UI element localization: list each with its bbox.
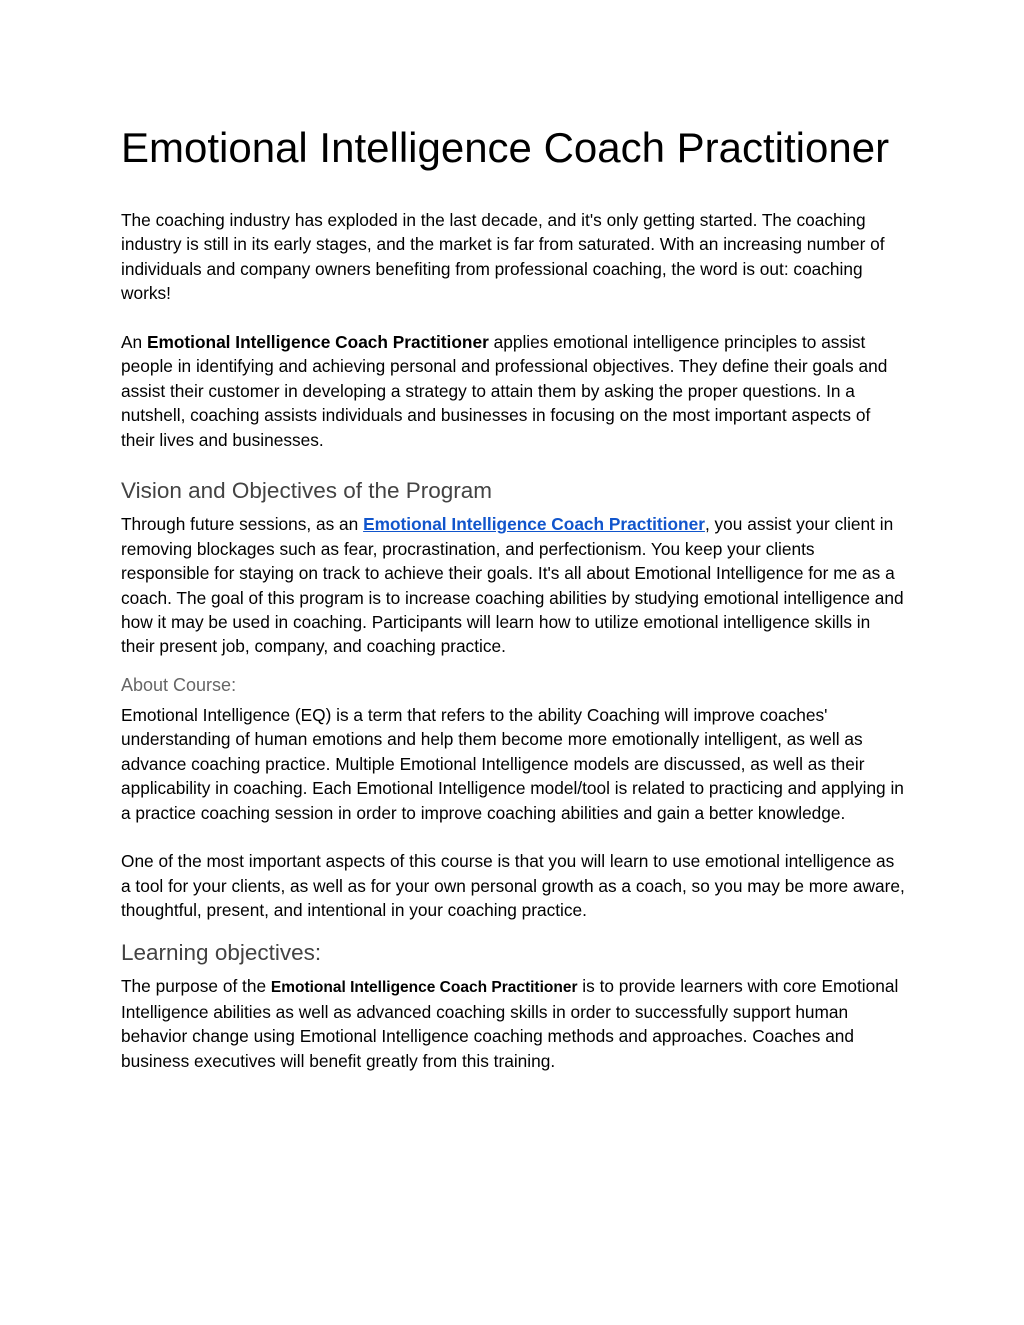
about-paragraph-1: Emotional Intelligence (EQ) is a term that refers to the ability Coaching will improve coaches' understanding of human emotions and help them become more emotionally intelligent, as well as advance coaching practice. Multiple Emotional Intelligence models are discussed, as well as their applicability in coaching. Each Emotional Intelligence model/tool is related to practicing and applying in a practice coaching session in order to improve coaching abilities and gain a better knowledge.: [121, 704, 904, 823]
practitioner-link[interactable]: Emotional Intelligence Coach Practitioner: [363, 514, 705, 535]
about-paragraph-2: One of the most important aspects of this course is that you will learn to use emotional intelligence as a tool for your clients, as well as for your own personal growth as a coach, so you may be more aware, thoughtful, present, and intentional in your coaching practice.: [121, 851, 905, 921]
definition-paragraph: [121, 330, 906, 452]
about-course-heading: About Course:: [121, 674, 237, 695]
definition-prefix: An: [121, 332, 147, 353]
learning-prefix: The purpose of the: [121, 975, 271, 996]
learning-paragraph: [121, 974, 906, 1074]
learning-text: is to provide learners with core Emotional Intelligence abilities as well as advanced coaching skills in order to successfully support human behavior change using Emotional Intelligence coaching methods and approaches. Coaches and business executives will benefit greatly from this training.: [121, 975, 899, 1071]
definition-text: applies emotional intelligence principles to assist people in identifying and achieving personal and professional objectives. They define their goals and assist their customer in developing a strategy to attain them by asking the proper questions. In a nutshell, coaching assists individuals and businesses in focusing on the most important aspects of their lives and businesses.: [121, 332, 888, 450]
vision-text: , you assist your client in removing blockages such as fear, procrastination, and perfectionism. You keep your clients responsible for staying on track to achieve their goals. It's all about Emotional Intelligence for me as a coach. The goal of this program is to increase coaching abilities by studying emotional intelligence and how it may be used in coaching. Participants will learn how to utilize emotional intelligence skills in their present job, company, and coaching practice.: [121, 514, 904, 657]
learning-objectives-heading: Learning objectives:: [121, 939, 322, 965]
vision-heading: Vision and Objectives of the Program: [121, 478, 493, 504]
page-title: Emotional Intelligence Coach Practitioner: [121, 124, 890, 171]
vision-prefix: Through future sessions, as an: [121, 514, 364, 535]
vision-paragraph: [121, 512, 906, 658]
learning-term: Emotional Intelligence Coach Practitioner: [270, 978, 578, 996]
definition-term: Emotional Intelligence Coach Practitioner: [146, 332, 489, 353]
intro-paragraph: The coaching industry has exploded in the last decade, and it's only getting started. The coaching industry is still in its early stages, and the market is far from saturated. With an increasing number of individuals and company owners benefiting from professional coaching, the word is out: coaching works!: [121, 210, 885, 304]
